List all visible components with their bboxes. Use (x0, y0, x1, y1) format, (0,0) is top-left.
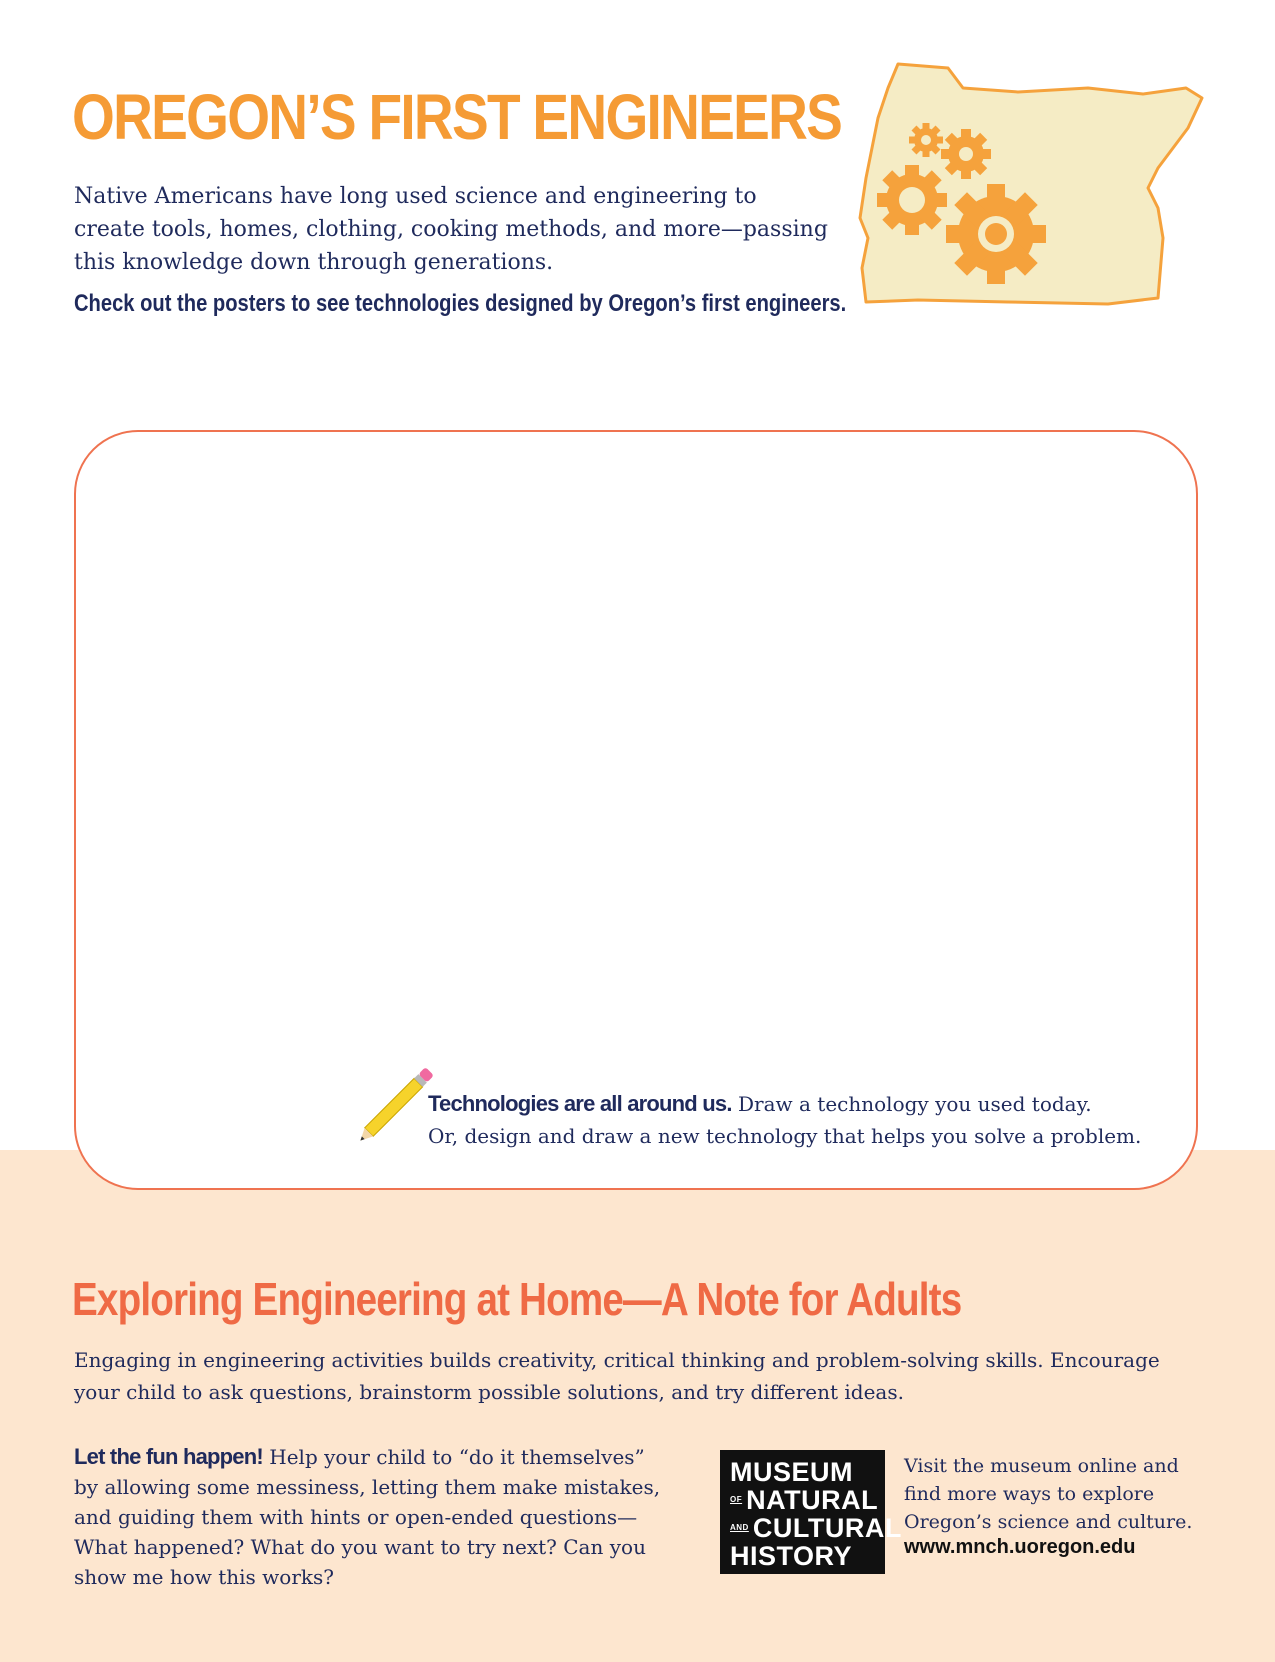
oregon-map-icon (858, 58, 1224, 328)
fun-paragraph (74, 1442, 674, 1592)
fun-text: Help your child to “do it themselves” by allowing some messiness, letting them make mistakes, and guiding them with hints or open-ended questions—What happened? What do you want to try next? Can you show me how this works? (74, 1445, 661, 1589)
fun-lead: Let the fun happen! (74, 1444, 263, 1469)
posters-callout: Check out the posters to see technologies designed by Oregon’s first engineers. (74, 290, 847, 317)
drawing-prompt-line2: Or, design and draw a new technology that helps you solve a problem. (428, 1124, 1142, 1148)
logo-line-natural: NATURAL (746, 1485, 879, 1515)
drawing-prompt-line1: Draw a technology you used today. (731, 1092, 1092, 1116)
drawing-prompt-lead: Technologies are all around us. (428, 1091, 732, 1116)
drawing-area[interactable] (74, 430, 1198, 1190)
drawing-prompt (428, 1088, 1188, 1152)
gear-icon-small-top (909, 123, 943, 157)
adults-paragraph: Engaging in engineering activities builds creativity, critical thinking and problem-solving skills. Encourage your child to ask questions, brainstorm possible solutions, and try different ideas. (74, 1348, 1160, 1404)
gear-icon-medium (941, 129, 991, 179)
intro-paragraph: Native Americans have long used science and engineering to create tools, homes, clothing, cooking methods, and more—passing this knowledge down through generations. (74, 184, 828, 275)
logo-line-museum: MUSEUM (730, 1457, 853, 1487)
gear-icon-left (877, 165, 947, 235)
gear-icon-large (946, 184, 1046, 284)
logo-row-natural (730, 1486, 877, 1514)
museum-url-link[interactable]: www.mnch.uoregon.edu (904, 1536, 1136, 1558)
logo-small-and: AND (730, 1523, 749, 1532)
logo-line-cultural: CULTURAL (752, 1513, 902, 1543)
logo-row-cultural (730, 1513, 902, 1543)
logo-small-of: OF (730, 1495, 743, 1504)
adults-section-title: Exploring Engineering at Home—A Note for Adults (72, 1273, 962, 1325)
museum-logo (720, 1450, 902, 1574)
logo-line-history: HISTORY (730, 1541, 853, 1571)
page-title: OREGON’S FIRST ENGINEERS (72, 81, 842, 153)
visit-text: Visit the museum online and find more ways to explore Oregon’s science and culture. (904, 1455, 1193, 1533)
